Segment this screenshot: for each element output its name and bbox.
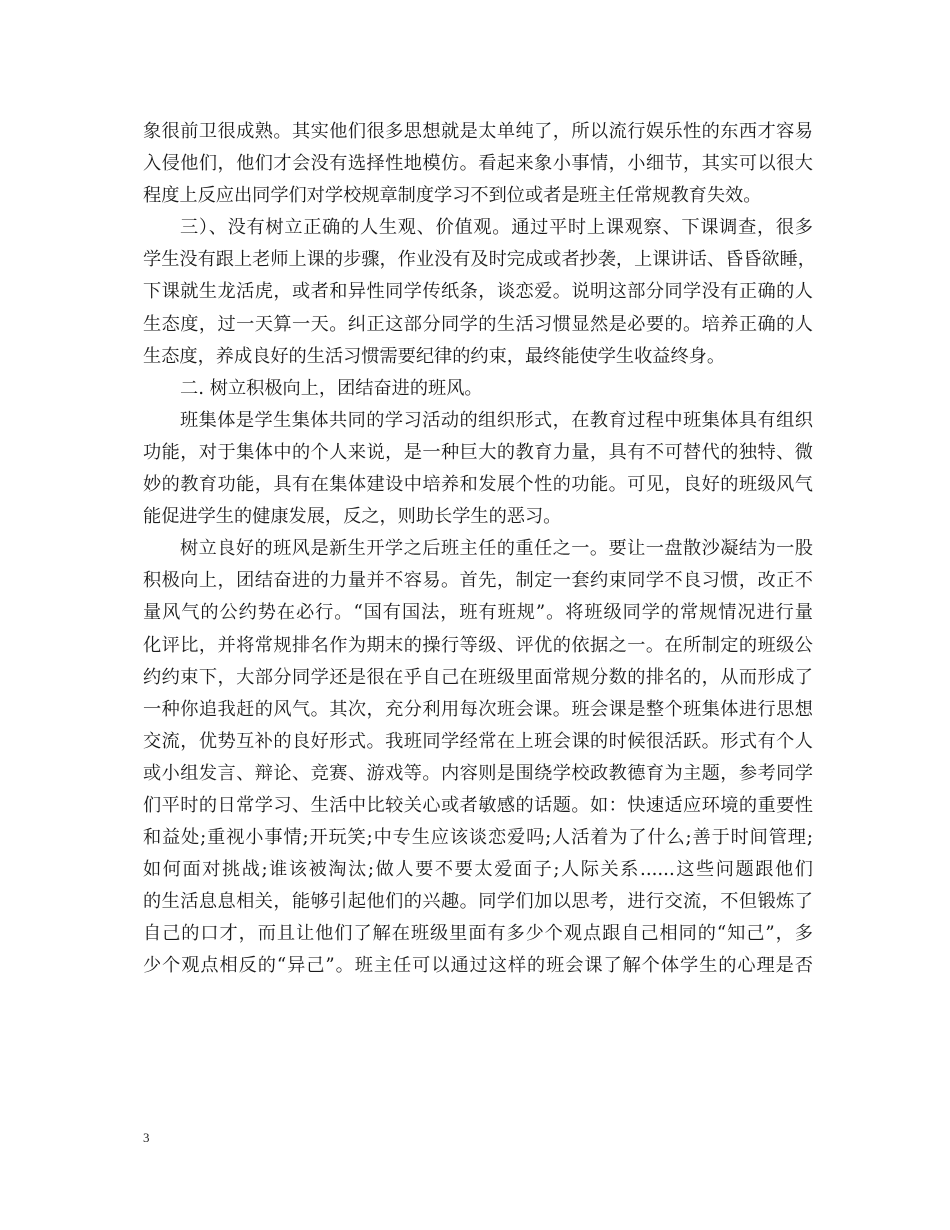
text-line: 交流，优势互补的良好形式。我班同学经常在上班会课的时候很活跃。形式有个人: [143, 730, 813, 752]
text-line: 约约束下，大部分同学还是很在乎自己在班级里面常规分数的排名的，从而形成了: [143, 666, 813, 688]
text-line: 妙的教育功能，具有在集体建设中培养和发展个性的功能。可见，良好的班级风气: [143, 474, 813, 496]
section-heading: 二. 树立积极向上，团结奋进的班风。: [180, 377, 483, 399]
text-line: 生态度，过一天算一天。纠正这部分同学的生活习惯显然是必要的。培养正确的人: [143, 313, 813, 335]
text-line: 积极向上，团结奋进的力量并不容易。首先，制定一套约束同学不良习惯，改正不: [143, 570, 813, 592]
text-line: 或小组发言、辩论、竞赛、游戏等。内容则是围绕学校政教德育为主题，参考同学: [143, 762, 813, 784]
text-line: 们平时的日常学习、生活中比较关心或者敏感的话题。如：快速适应环境的重要性: [143, 794, 813, 816]
text-line: 一种你追我赶的风气。其次，充分利用每次班会课。班会课是整个班集体进行思想: [143, 698, 813, 720]
paragraph-end-line: 程度上反应出同学们对学校规章制度学习不到位或者是班主任常规教育失效。: [143, 185, 762, 207]
text-line: 自己的口才，而且让他们了解在班级里面有多少个观点跟自己相同的“知己”，多: [143, 923, 813, 945]
text-line: 象很前卫很成熟。其实他们很多思想就是太单纯了，所以流行娱乐性的东西才容易: [143, 121, 813, 142]
text-line: 入侵他们，他们才会没有选择性地模仿。看起来象小事情，小细节，其实可以很大: [143, 153, 813, 175]
paragraph-end-line: 生态度，养成良好的生活习惯需要纪律的约束，最终能使学生收益终身。: [143, 345, 726, 367]
paragraph-first-line: 三）、没有树立正确的人生观、价值观。通过平时上课观察、下课调查，很多: [180, 217, 813, 239]
paragraph-end-line: 能促进学生的健康发展，反之，则助长学生的恶习。: [143, 506, 562, 528]
text-line: 的生活息息相关，能够引起他们的兴趣。同学们加以思考，进行交流，不但锻炼了: [143, 891, 813, 913]
text-line: 如何面对挑战;谁该被淘汰;做人要不要太爱面子;人际关系......这些问题跟他们: [143, 859, 813, 881]
text-line: 化评比，并将常规排名作为期末的操行等级、评优的依据之一。在所制定的班级公: [143, 634, 813, 656]
page-number: 3: [143, 1130, 150, 1145]
document-body: [143, 116, 816, 983]
text-line: 功能，对于集体中的个人来说，是一种巨大的教育力量，具有不可替代的独特、微: [143, 441, 813, 463]
text-line: 量风气的公约势在必行。“国有国法，班有班规”。将班级同学的常规情况进行量: [143, 602, 813, 624]
text-line: 少个观点相反的“异己”。班主任可以通过这样的班会课了解个体学生的心理是否: [143, 955, 813, 977]
text-line: 学生没有跟上老师上课的步骤，作业没有及时完成或者抄袭，上课讲话、昏昏欲睡，: [143, 249, 816, 271]
text-line: 下课就生龙活虎，或者和异性同学传纸条，谈恋爱。说明这部分同学没有正确的人: [143, 281, 813, 303]
text-line: 和益处;重视小事情;开玩笑;中专生应该谈恋爱吗;人活着为了什么;善于时间管理;: [143, 827, 813, 849]
paragraph-first-line: 班集体是学生集体共同的学习活动的组织形式，在教育过程中班集体具有组织: [180, 409, 813, 431]
paragraph-first-line: 树立良好的班风是新生开学之后班主任的重任之一。要让一盘散沙凝结为一股: [180, 538, 813, 560]
